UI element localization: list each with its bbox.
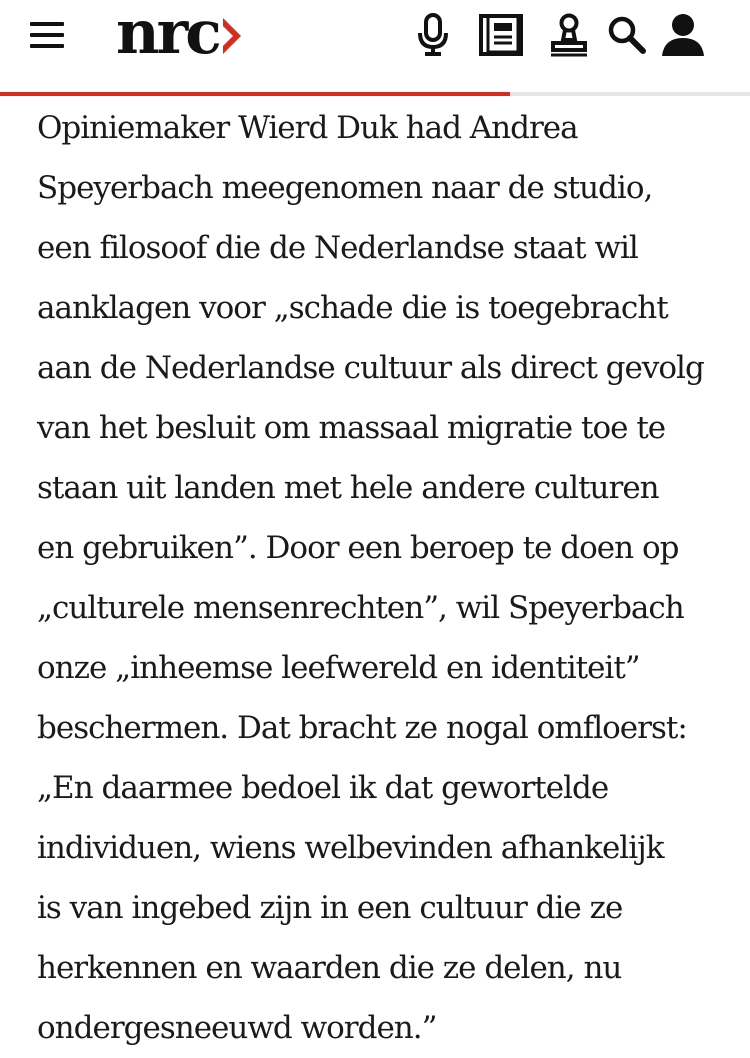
article-text-line: aanklagen voor „schade die is toegebracht [37,290,668,326]
article-body [37,98,727,1058]
article-text-line: staan uit landen met hele andere culturen [37,470,659,506]
article-text-line: aan de Nederlandse cultuur als direct gevolg [37,350,704,386]
article-text-line: ondergesneeuwd worden.” [37,1010,437,1046]
article-text-line: Opiniemaker Wierd Duk had Andrea [37,110,578,146]
microphone-icon[interactable] [410,12,456,58]
top-navigation-bar [0,0,750,92]
nrc-logo[interactable] [116,0,243,70]
logo-text: nrc [116,0,219,68]
menu-bar-middle [30,33,64,37]
reading-progress-bar [0,92,750,96]
article-text-line: herkennen en waarden die ze delen, nu [37,950,622,986]
stamp-icon[interactable] [546,12,592,58]
logo-chevron-icon [221,16,243,56]
article-text-line: Speyerbach meegenomen naar de studio, [37,170,653,206]
article-text-line: van het besluit om massaal migratie toe te [37,410,666,446]
article-text-line: een filosoof die de Nederlandse staat wil [37,230,638,266]
menu-bar-bottom [30,44,64,48]
newspaper-icon[interactable] [478,12,524,58]
user-account-icon[interactable] [660,12,706,58]
article-text-line: „culturele mensenrechten”, wil Speyerbach [37,590,684,626]
article-text-line: beschermen. Dat bracht ze nogal omfloerst: [37,710,687,746]
menu-bar-top [30,22,64,26]
article-text-line: individuen, wiens welbevinden afhankelijk [37,830,664,866]
article-text-line: „En daarmee bedoel ik dat gewortelde [37,770,609,806]
article-text-line: onze „inheemse leefwereld en identiteit” [37,650,640,686]
search-icon[interactable] [604,12,650,58]
hamburger-menu-icon[interactable] [30,22,64,48]
article-text-line: is van ingebed zijn in een cultuur die ze [37,890,623,926]
article-text-line: en gebruiken”. Door een beroep te doen op [37,530,679,566]
reading-progress-fill [0,92,510,96]
